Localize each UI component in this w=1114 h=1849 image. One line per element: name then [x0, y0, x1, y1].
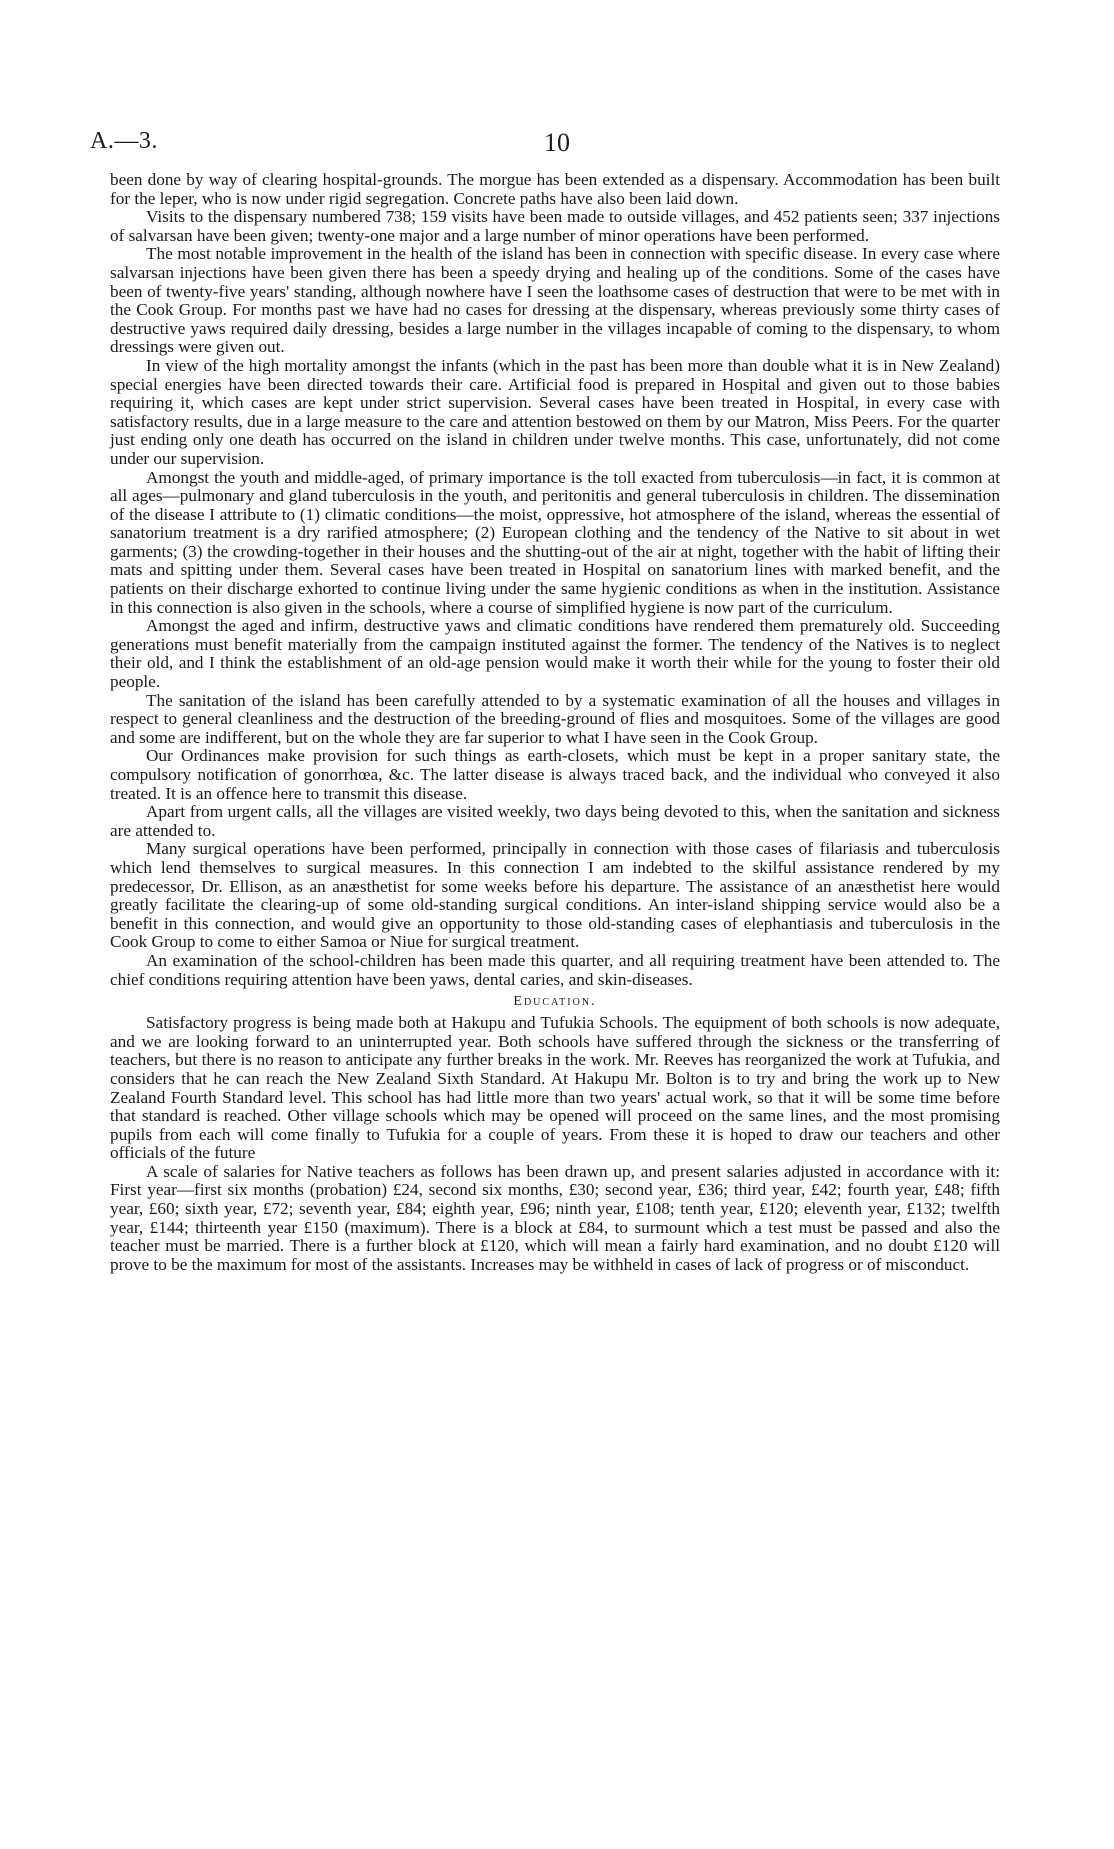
paragraph-specific-disease: The most notable improvement in the health of the island has been in connection with specific disease. In every case where salvarsan injections have been given there has been a speedy drying and healing up of the conditions. Some of the cases have been of twenty-five years' standing, although nowhere have I seen the loathsome cases of destruction that were to be met with in the Cook Group. For months past we have had no cases for dressing at the dispensary, whereas previously some thirty cases of destructive yaws required daily dressing, besides a large number in the villages incapable of coming to the dispensary, to whom dressings were given out.: [110, 244, 1000, 357]
paragraph-ordinances: Our Ordinances make provision for such things as earth-closets, which must be kept in a proper sanitary state, the compulsory notification of gonorrhœa, &c. The latter disease is always traced back, and the individual who conveyed it also treated. It is an offence here to transmit this disease.: [110, 746, 1000, 803]
paragraph-continuation: been done by way of clearing hospital-grounds. The morgue has been extended as a dispensary. Accommodation has been built for the leper, who is now under rigid segregation. Concrete paths have also been laid down.: [110, 170, 1000, 208]
document-body: [110, 171, 1000, 1274]
paragraph-tuberculosis: Amongst the youth and middle-aged, of primary importance is the toll exacted from tuberculosis—in fact, it is common at all ages—pulmonary and gland tuberculosis in the youth, and peritonitis and general tuberculosis in children. The dissemination of the disease I attribute to (1) climatic conditions—the moist, oppressive, hot atmosphere of the island, whereas the essential of sanatorium treatment is a dry rarified atmosphere; (2) European clothing and the tendency of the Native to sit about in wet garments; (3) the crowding-together in their houses and the shutting-out of the air at night, together with the habit of lifting their mats and spitting under them. Several cases have been treated in Hospital on sanatorium lines with marked benefit, and the patients on their discharge exhorted to continue living under the same hygienic conditions as when in the institution. Assistance in this connection is also given in the schools, where a course of simplified hygiene is now part of the curriculum.: [110, 467, 1000, 617]
page-number: 10: [544, 128, 570, 157]
paragraph-dispensary-visits: Visits to the dispensary numbered 738; 159 visits have been made to outside villages, and 452 patients seen; 337 injections of salvarsan have been given; twenty-one major and a large number of minor operations have been performed.: [110, 207, 1000, 245]
paragraph-infant-mortality: In view of the high mortality amongst the infants (which in the past has been more than double what it is in New Zealand) special energies have been directed towards their care. Artificial food is prepared in Hospital and given out to those babies requiring it, which cases are kept under strict supervision. Several cases have been treated in Hospital, in every case with satisfactory results, due in a large measure to the care and attention bestowed on them by our Matron, Miss Peers. For the quarter just ending only one death has occurred on the island in children under twelve months. This case, unfortunately, did not come under our supervision.: [110, 355, 1000, 468]
paragraph-aged-infirm: Amongst the aged and infirm, destructive yaws and climatic conditions have rendered them prematurely old. Succeeding generations must benefit materially from the campaign instituted against the former. The tendency of the Natives is to neglect their old, and I think the establishment of an old-age pension would make it worth their while for the young to foster their old people.: [110, 616, 1000, 692]
paragraph-school-examination: An examination of the school-children has been made this quarter, and all requiring treatment have been attended to. The chief conditions requiring attention have been yaws, dental caries, and skin-diseases.: [110, 950, 1000, 989]
document-reference: A.—3.: [90, 128, 158, 154]
section-heading-education: Education.: [513, 994, 597, 1010]
page-header: [0, 122, 1114, 162]
paragraph-surgical-operations: Many surgical operations have been performed, principally in connection with those cases of filariasis and tuberculosis which lend themselves to surgical measures. In this connection I am indebted to the skilful assistance rendered by my predecessor, Dr. Ellison, as an anæsthetist for some weeks before his departure. The assistance of an anæsthetist here would greatly facilitate the clearing-up of some old-standing surgical conditions. An inter-island shipping service would also be a benefit in this connection, and would give an opportunity to those old-standing cases of elephantiasis and tuberculosis in the Cook Group to come to either Samoa or Niue for surgical treatment.: [110, 839, 1000, 952]
paragraph-teacher-salaries: A scale of salaries for Native teachers as follows has been drawn up, and present salaries adjusted in accordance with it: First year—first six months (probation) £24, second six months, £30; second year, £36; third year, £42; fourth year, £48; fifth year, £60; sixth year, £72; seventh year, £84; eighth year, £96; ninth year, £108; tenth year, £120; eleventh year, £132; twelfth year, £144; thirteenth year £150 (maximum). There is a block at £84, to surmount which a test must be passed and also the teacher must be married. There is a further block at £120, which will mean a fairly hard examination, and no doubt £120 will prove to be the maximum for most of the assistants. Increases may be withheld in cases of lack of progress or of misconduct.: [110, 1161, 1000, 1274]
paragraph-sanitation: The sanitation of the island has been carefully attended to by a systematic examination of all the houses and villages in respect to general cleanliness and the destruction of the breeding-ground of flies and mosquitoes. Some of the villages are good and some are indifferent, but on the whole they are far superior to what I have seen in the Cook Group.: [110, 690, 1000, 747]
paragraph-school-progress: Satisfactory progress is being made both at Hakupu and Tufukia Schools. The equipment of both schools is now adequate, and we are looking forward to an uninterrupted year. Both schools have suffered through the sickness or the transferring of teachers, but there is no reason to anticipate any further breaks in the work. Mr. Reeves has reorganized the work at Tufukia, and considers that he can reach the New Zealand Sixth Standard. At Hakupu Mr. Bolton is to try and bring the work up to New Zealand Fourth Standard level. This school has had little more than two years' actual work, so that it will be some time before that standard is reached. Other village schools which may be opened will proceed on the same lines, and the most promising pupils from each will come finally to Tufukia for a couple of years. From these it is hoped to draw our teachers and other officials of the future: [110, 1013, 1000, 1163]
paragraph-village-visits: Apart from urgent calls, all the villages are visited weekly, two days being devoted to this, when the sanitation and sickness are attended to.: [110, 802, 1000, 840]
